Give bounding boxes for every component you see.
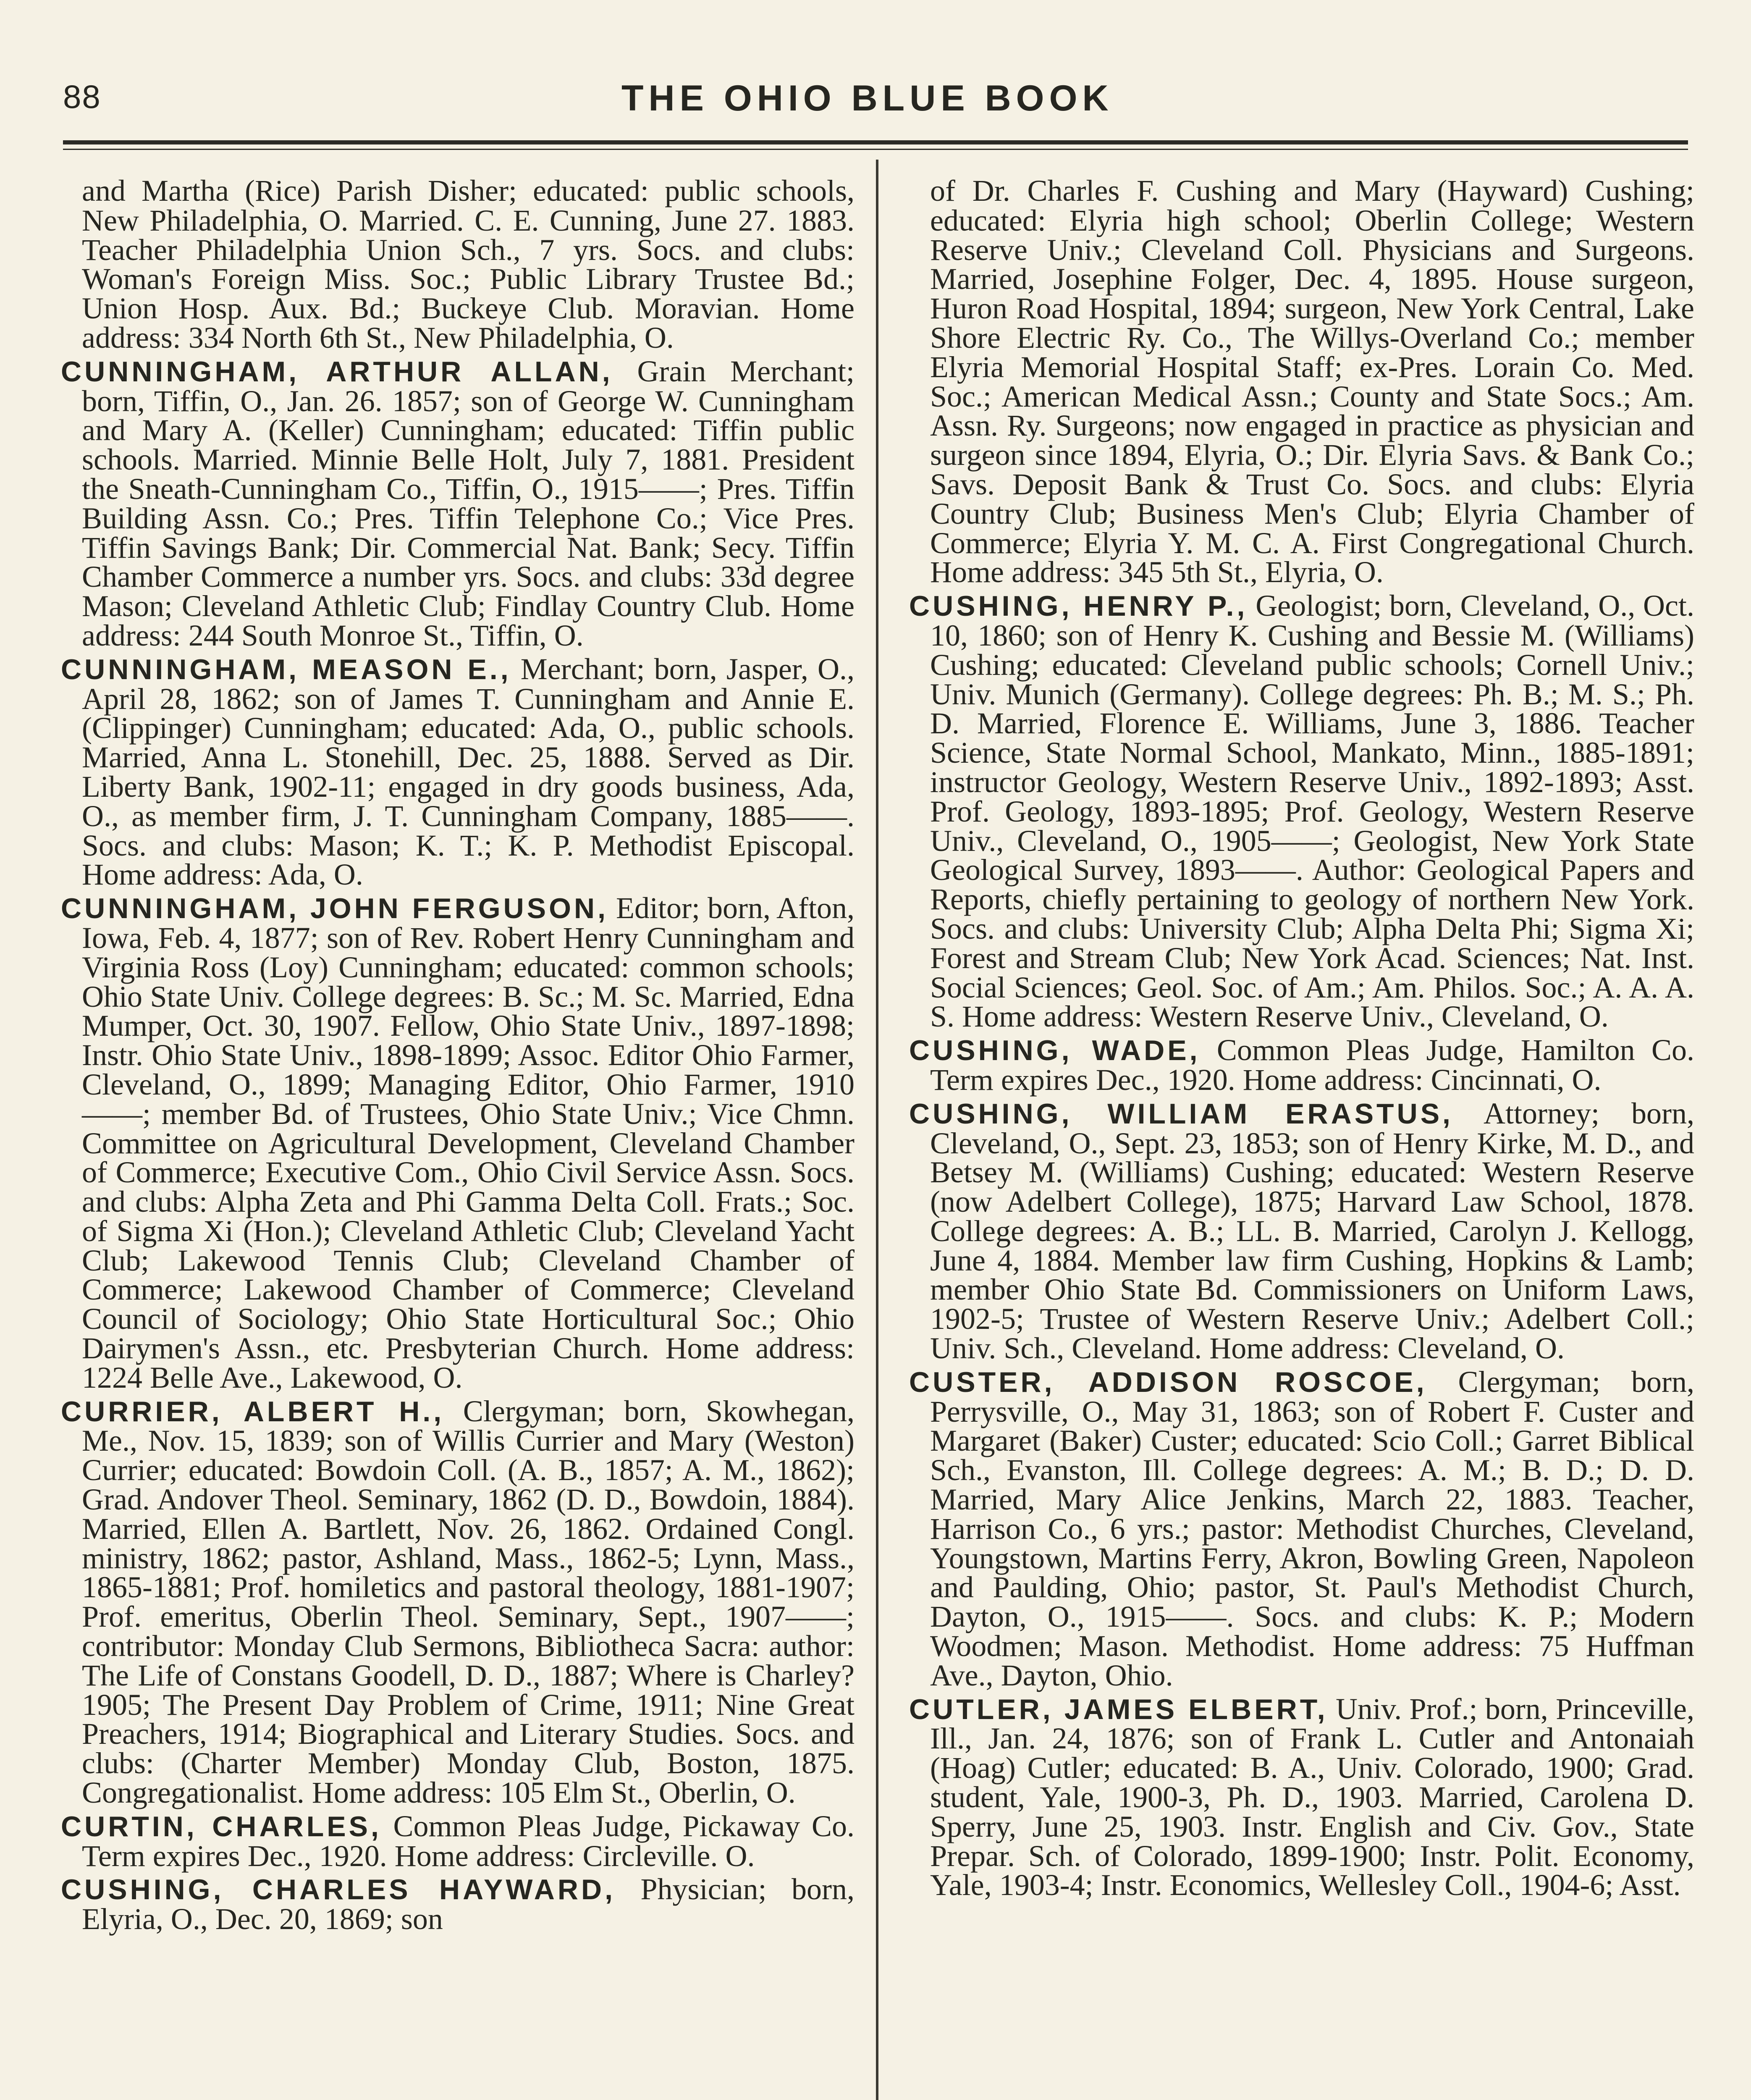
entry-text: Common Pleas Judge, Hamilton Co. Term expires Dec., 1920. Home address: Cincinnati, O. xyxy=(930,1033,1695,1097)
biography-entry xyxy=(909,1365,1694,1692)
running-title: THE OHIO BLUE BOOK xyxy=(621,78,1114,118)
biography-entry xyxy=(61,354,855,652)
biography-entry xyxy=(61,1809,855,1873)
page-number: 88 xyxy=(63,78,101,115)
entry-text: Editor; born, Afton, Iowa, Feb. 4, 1877; son of Rev. Robert Henry Cunningham and Virginia Ross (Loy) Cunningham; educated: common schools; Ohio State Univ. College degrees: B. Sc.; M. Sc. Married, Edna Mumper, Oct. 30, 1907. Fellow, Ohio State Univ., 1897-1898; Instr. Ohio State Univ., 1898-1899; Assoc. Editor Ohio Farmer, Cleveland, O., 1899; Managing Editor, Ohio Farmer, 1910——; member Bd. of Trustees, Ohio State Univ.; Vice Chmn. Committee on Agricultural Development, Cleveland Chamber of Commerce; Executive Com., Ohio Civil Service Assn. Socs. and clubs: Alpha Zeta and Phi Gamma Delta Coll. Frats.; Soc. of Sigma Xi (Hon.); Cleveland Athletic Club; Cleveland Yacht Club; Lakewood Tennis Club; Cleveland Chamber of Commerce; Lakewood Chamber of Commerce; Cleveland Council of Sociology; Ohio State Horticultural Soc.; Ohio Dairymen's Assn., etc. Presbyterian Church. Home address: 1224 Belle Ave., Lakewood, O. xyxy=(82,891,855,1394)
left-column xyxy=(61,176,855,1938)
right-column xyxy=(909,176,1694,1904)
biography-entry xyxy=(909,1692,1694,1902)
entry-text: and Martha (Rice) Parish Disher; educated: public schools, New Philadelphia, O. Married. C. E. Cunning, June 27. 1883. Teacher Philadelphia Union Sch., 7 yrs. Socs. and clubs: Woman's Foreign Miss. Soc.; Public Library Trustee Bd.; Union Hosp. Aux. Bd.; Buckeye Club. Moravian. Home address: 334 North 6th St., New Philadelphia, O. xyxy=(82,174,855,354)
entry-name: CUSHING, HENRY P., xyxy=(909,590,1248,622)
entry-text: Merchant; born, Jasper, O., April 28, 1862; son of James T. Cunningham and Annie E. (Clippinger) Cunningham; educated: Ada, O., public schools. Married, Anna L. Stonehill, Dec. 25, 1888. Served as Dir. Liberty Bank, 1902-11; engaged in dry goods business, Ada, O., as member firm, J. T. Cunningham Company, 1885——. Socs. and clubs: Mason; K. T.; K. P. Methodist Episcopal. Home address: Ada, O. xyxy=(82,652,855,892)
biography-entry xyxy=(909,1096,1694,1365)
biography-entry xyxy=(909,176,1694,587)
biography-entry xyxy=(61,1872,855,1936)
entry-text: Clergyman; born, Skowhegan, Me., Nov. 15, 1839; son of Willis Currier and Mary (Weston) Currier; educated: Bowdoin Coll. (A. B., 1857; A. M., 1862); Grad. Andover Theol. Seminary, 1862 (D. D., Bowdoin, 1884). Married, Ellen A. Bartlett, Nov. 26, 1862. Ordained Congl. ministry, 1862; pastor, Ashland, Mass., 1862-5; Lynn, Mass., 1865-1881; Prof. homiletics and pastoral theology, 1881-1907; Prof. emeritus, Oberlin Theol. Seminary, Sept., 1907——; contributor: Monday Club Sermons, Bibliotheca Sacra: author: The Life of Constans Goodell, D. D., 1887; Where is Charley? 1905; The Present Day Problem of Crime, 1911; Nine Great Preachers, 1914; Biographical and Literary Studies. Socs. and clubs: (Charter Member) Monday Club, Boston, 1875. Congregationalist. Home address: 105 Elm St., Oberlin, O. xyxy=(82,1394,855,1810)
entry-text: Clergyman; born, Perrysville, O., May 31, 1863; son of Robert F. Custer and Margaret (Baker) Custer; educated: Scio Coll.; Garret Biblical Sch., Evanston, Ill. College degrees: A. M.; B. D.; D. D. Married, Mary Alice Jenkins, March 22, 1883. Teacher, Harrison Co., 6 yrs.; pastor: Methodist Churches, Cleveland, Youngstown, Martins Ferry, Akron, Bowling Green, Napoleon and Paulding, Ohio; pastor, St. Paul's Methodist Church, Dayton, O., 1915——. Socs. and clubs: K. P.; Modern Woodmen; Mason. Methodist. Home address: 75 Huffman Ave., Dayton, Ohio. xyxy=(930,1365,1694,1692)
entry-name: CUNNINGHAM, MEASON E., xyxy=(61,653,511,685)
entry-text: Attorney; born, Cleveland, O., Sept. 23, 1853; son of Henry Kirke, M. D., and Betsey M. (Williams) Cushing; educated: Western Reserve (now Adelbert College), 1875; Harvard Law School, 1878. College degrees: A. B.; LL. B. Married, Carolyn J. Kellogg, June 4, 1884. Member law firm Cushing, Hopkins & Lamb; member Ohio State Bd. Commissioners on Uniform Laws, 1902-5; Trustee of Western Reserve Univ.; Adelbert Coll.; Univ. Sch., Cleveland. Home address: Cleveland, O. xyxy=(930,1096,1694,1365)
biography-entry xyxy=(61,891,855,1394)
entry-name: CURRIER, ALBERT H., xyxy=(61,1395,445,1428)
entry-text: Physician; born, Elyria, O., Dec. 20, 1869; son xyxy=(82,1872,855,1936)
entry-text: of Dr. Charles F. Cushing and Mary (Hayward) Cushing; educated: Elyria high school; Oberlin College; Western Reserve Univ.; Cleveland Coll. Physicians and Surgeons. Married, Josephine Folger, Dec. 4, 1895. House surgeon, Huron Road Hospital, 1894; surgeon, New York Central, Lake Shore Electric Ry. Co., The Willys-Overland Co.; member Elyria Memorial Hospital Staff; ex-Pres. Lorain Co. Med. Soc.; American Medical Assn.; County and State Socs.; Am. Assn. Ry. Surgeons; now engaged in practice as physician and surgeon since 1894, Elyria, O.; Dir. Elyria Savs. & Bank Co.; Savs. Deposit Bank & Trust Co. Socs. and clubs: Elyria Country Club; Business Men's Club; Elyria Chamber of Commerce; Elyria Y. M. C. A. First Congregational Church. Home address: 345 5th St., Elyria, O. xyxy=(930,174,1694,589)
biography-entry xyxy=(909,1033,1695,1097)
entry-text: Univ. Prof.; born, Princeville, Ill., Jan. 24, 1876; son of Frank L. Cutler and Antonaiah (Hoag) Cutler; educated: B. A., Univ. Colorado, 1900; Grad. student, Yale, 1900-3, Ph. D., 1903. Married, Carolena D. Sperry, June 25, 1903. Instr. English and Civ. Gov., State Prepar. Sch. of Colorado, 1899-1900; Instr. Polit. Economy, Yale, 1903-4; Instr. Economics, Wellesley Coll., 1904-6; Asst. xyxy=(930,1692,1694,1902)
biography-entry xyxy=(61,1394,855,1810)
entry-text: Geologist; born, Cleveland, O., Oct. 10, 1860; son of Henry K. Cushing and Bessie M. (Williams) Cushing; educated: Cleveland public schools; Cornell Univ.; Univ. Munich (Germany). College degrees: Ph. B.; M. S.; Ph. D. Married, Florence E. Williams, June 3, 1886. Teacher Science, State Normal School, Mankato, Minn., 1885-1891; instructor Geology, Western Reserve Univ., 1892-1893; Asst. Prof. Geology, 1893-1895; Prof. Geology, Western Reserve Univ., Cleveland, O., 1905——; Geologist, New York State Geological Survey, 1893——. Author: Geological Papers and Reports, chiefly pertaining to geology of northern New York. Socs. and clubs: University Club; Alpha Delta Phi; Sigma Xi; Forest and Stream Club; New York Acad. Sciences; Nat. Inst. Social Sciences; Geol. Soc. of Am.; Am. Philos. Soc.; A. A. A. S. Home address: Western Reserve Univ., Cleveland, O. xyxy=(930,589,1695,1034)
entry-name: CUSHING, WADE, xyxy=(909,1034,1201,1067)
header-rule-thin xyxy=(63,149,1688,150)
entry-text: Grain Merchant; born, Tiffin, O., Jan. 26. 1857; son of George W. Cunningham and Mary A. (Keller) Cunningham; educated: Tiffin public schools. Married. Minnie Belle Holt, July 7, 1881. President the Sneath-Cunningham Co., Tiffin, O., 1915——; Pres. Tiffin Building Assn. Co.; Pres. Tiffin Telephone Co.; Vice Pres. Tiffin Savings Bank; Dir. Commercial Nat. Bank; Secy. Tiffin Chamber Commerce a number yrs. Socs. and clubs: 33d degree Mason; Cleveland Athletic Club; Findlay Country Club. Home address: 244 South Monroe St., Tiffin, O. xyxy=(82,354,855,652)
entry-name: CUNNINGHAM, ARTHUR ALLAN, xyxy=(61,355,613,388)
header-rule xyxy=(63,140,1688,144)
entry-name: CUSTER, ADDISON ROSCOE, xyxy=(909,1366,1427,1398)
entry-name: CUNNINGHAM, JOHN FERGUSON, xyxy=(61,892,609,925)
column-divider xyxy=(876,160,878,2100)
biography-entry xyxy=(61,176,855,353)
entry-name: CUTLER, JAMES ELBERT, xyxy=(909,1693,1328,1725)
entry-name: CURTIN, CHARLES, xyxy=(61,1810,382,1843)
biography-entry xyxy=(909,591,1694,1032)
biography-entry xyxy=(61,652,855,892)
entry-name: CUSHING, CHARLES HAYWARD, xyxy=(61,1874,616,1906)
entry-name: CUSHING, WILLIAM ERASTUS, xyxy=(909,1097,1453,1130)
entry-text: Common Pleas Judge, Pickaway Co. Term expires Dec., 1920. Home address: Circleville. O. xyxy=(82,1809,855,1873)
